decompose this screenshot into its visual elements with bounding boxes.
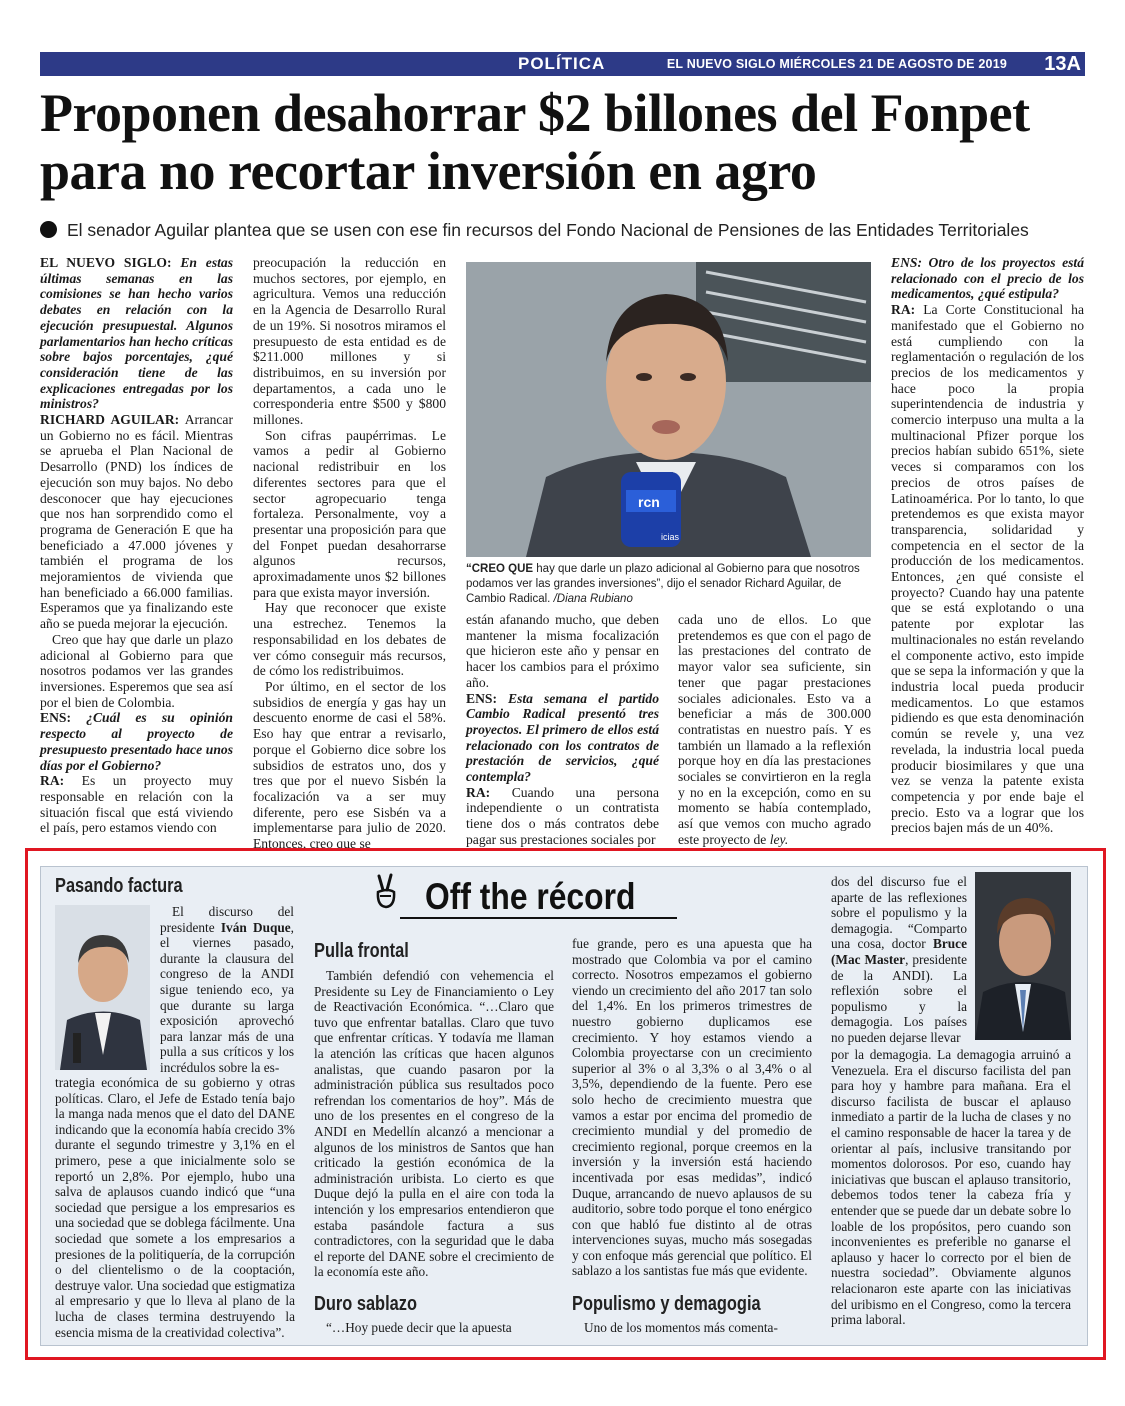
victory-hand-icon xyxy=(370,872,402,910)
pasando-factura-text-bottom: trategia económica de su gobierno y otras políticas. Claro, el Jefe de Estado tenía bajo la manga nada menos que el dato del DANE indicando que la economía había crecido 3% durante el segundo trimestre y 3,1% en el primero, pese a que inicialmente solo se reportó un 2,8%. Por ejemplo, hubo una salva de aplausos cuando indicó que “una sociedad que persigue a los empresarios es una sociedad que se doblega fácilmente. Una sociedad que somete a los empresarios a presiones de la politiquería, de la corrupción o del clientelismo o de la cooptación, destruye valor. Una sociedad que estigmatiza al empresario y que lo lleva al plano de la lucha de clases termina destruyendo la esencia misma de la creatividad colectiva”. xyxy=(55,1075,295,1340)
pulla-frontal-text: También defendió con vehemencia el Presidente su Ley de Financiamiento o Ley de Reactivación Económica. “…Claro que tuvo que enfrentar batallas. Claro que tuvo que enfrentar críticas. Y todavía me llaman la atención las críticas que hacen algunos analistas, que cuando pasaron por la administración pública sus resultados poco refrendan los comentarios de hoy”. Más de uno de los presentes en el congreso de la ANDI en Medellín alcanzó a mencionar a algunos de los ministros de Santos que han criticado la gestión económica de la administración uribista. Lo cierto es que Duque dejó la pulla en el aire con toda la intención y los empresarios entendieron que estaba pasándole factura a sus contradictores, con la seguridad que le daba el reporte del DANE sobre el crecimiento de la economía este año. xyxy=(314,968,554,1280)
subheadline-text: El senador Aguilar plantea que se usen con ese fin recursos del Fondo Nacional de Pensiones de las Entidades Territoriales xyxy=(67,220,1029,240)
subheadline xyxy=(40,220,1090,241)
photo-caption: “CREO QUE hay que darle un plazo adicional al Gobierno para que nosotros podamos ver las grandes inversiones”, dijo el senador Richard Aguilar, de Cambio Radical. /Diana Rubiano xyxy=(466,563,860,605)
bullet-icon xyxy=(40,221,57,238)
duque-portrait xyxy=(55,905,150,1070)
mic-text: icias xyxy=(661,532,680,542)
senator-photo xyxy=(466,262,871,557)
mac-master-portrait xyxy=(975,872,1071,1040)
section-heading-pasando-factura: Pasando factura xyxy=(55,875,183,897)
populismo-text-top: dos del discurso fue el aparte de las reflexiones sobre el populismo y la demagogia. “Comparto una cosa, doctor Bruce (Mac Master, presidente de la ANDI). La reflexión sobre el populismo y la demagogia. Los países no pueden dejarse llevar xyxy=(831,874,967,1045)
paper-name-date: EL NUEVO SIGLO MIÉRCOLES 21 DE AGOSTO DE 2019 xyxy=(666,57,1007,71)
section-heading-populismo: Populismo y demagogia xyxy=(572,1293,761,1315)
section-header-bar xyxy=(40,52,1085,76)
senator-photo-illustration xyxy=(466,262,871,557)
duro-sablazo-text-start: “…Hoy puede decir que la apuesta xyxy=(326,1320,512,1335)
section-heading-duro-sablazo: Duro sablazo xyxy=(314,1293,417,1315)
off-the-record-title: Off the récord xyxy=(425,876,636,917)
headline: Proponen desahorrar $2 billones del Fonpet para no recortar inversión en agro xyxy=(40,83,1030,201)
section-heading-pulla-frontal: Pulla frontal xyxy=(314,940,409,962)
page-number: 13A xyxy=(1044,53,1081,75)
article-column-3: están afanando mucho, que deben mantener la misma focalización que hicieron este año y pensar en hacer los cambios para el próximo año. ENS: Esta semana el partido Cambio Radical presentó tres proyectos. El primero de ellos está relacionado con los contratos de prestación de servicios, ¿qué contempla? RA: Cuando una persona independiente o un contratista tiene dos o más contratos debe pagar sus prestaciones sociales por xyxy=(466,612,659,847)
article-column-2: preocupación la reducción en muchos sectores, por ejemplo, en agricultura. Vemos una reducción en la Agencia de Desarrollo Rural de un 19%. Si nosotros miramos el presupuesto de esta entidad es de $211.000 millones y si distribuimos, en su inversión por departamentos, a cada uno le corresponderia entre $500 y $800 millones. Son cifras paupérrimas. Le vamos a pedir al Gobierno nacional redistribuir en los diferentes sectores para que el sector agropecuario tenga fortaleza. Personalmente, voy a presentar una proposición para que del Fonpet puedan desahorrarse algunos recursos, aproximadamente unos $2 billones para que exista mayor inversión. Hay que reconocer que existe una estrechez. Tenemos la responsabilidad en los debates de ver cómo conseguir más recursos, de cómo los redistribuimos. Por último, en el sector de los subsidios de energía y gas hay un descuento enorme de casi el 58%. Eso hay que entrar a revisarlo, porque el Gobierno dice sobre los subsidios de estratos uno, dos y tres que por el nuevo Sisbén la focalización va a ser muy diferente, pero ese Sisbén va a implementarse para julio de 2020. Entonces, creo que se xyxy=(253,255,446,852)
article-column-5: ENS: Otro de los proyectos está relacionado con el precio de los medicamentos, ¿qué estipula? RA: La Corte Constitucional ha manifestado que el Gobierno no está cumpliendo con la reglamentación o regulación de los precios de los medicamentos y hace poco la propia superintendencia de industria y comercio interpuso una multa a la multinacional Pfizer porque los precios habían subido 651%, siete veces si comparamos con los precios de otros países de Latinoamérica. Por lo tanto, lo que pretendemos es que exista mayor transparencia, solidaridad y competencia en el sector de la producción de los medicamentos. Entonces, ¿en qué consiste el proyecto? Cuando hay una patente que se está explotando o una patente por explotar las multinacionales no están revelando el componente activo, esto impide que se sepa la información y que la industria local pueda producir medicamentos. Lo que estamos pidiendo es que esta denominación común se revele y, una vez revelada, la industria local pueda producir biosimilares y que una vez se venza la patente exista competencia y por ende baje el precio. Esto va a lograr que los precios bajen más de un 40%. xyxy=(891,255,1084,836)
title-rule xyxy=(400,917,677,919)
duro-sablazo-text-cont: fue grande, pero es una apuesta que ha mostrado que Colombia va por el camino correcto. Nosotros empezamos el gobierno viendo un crecimiento del año 2017 tan solo del 1,4%. En los primeros trimestres de nuestro gobierno duplicamos ese crecimiento. Y hoy estamos viendo a Colombia proyectarse con un crecimiento superior al 3% o al 3,3% o al 3,4% o al 3,5%, dependiendo de la fuente. Pero ese solo hecho de crecimiento muestra que vamos a estar por encima del promedio de crecimiento mundial y del promedio de crecimiento regional, porque creemos en la inversión y la inversión está haciendo incentivada por esas medidas”, indicó Duque, arrancando de nuevo aplausos de su auditorio, sobre todo porque el tono enérgico con que habló fue distinto al de otras intervenciones suyas, mucho más sosegadas y con enfoque más gerencial que político. El sablazo a los santistas fue más que evidente. xyxy=(572,936,812,1279)
mic-logo: rcn xyxy=(638,494,660,510)
populismo-text-bottom: por la demagogia. La demagogia arruinó a Venezuela. Era el discurso facilista del pan para hoy y hambre para mañana. Era el discurso facilista de buscar el aplauso inmediato a partir de la lucha de clases y no el camino responsable de hacer la tarea y de orientar al país, inclusive transitando por momentos dolorosos. Por eso, cuando hay iniciativas que buscan el aplauso transitorio, debemos todos tener la cabeza fría y entender que se puede dar un debate sobre lo loable de los propósitos, pero cuando son inconvenientes es preferible no ganarse el aplauso y hacer lo correcto por el bien de nuestra sociedad”. Obviamente algunos relacionaron este aparte con las iniciativas del uribismo en el Congreso, como la tercera prima laboral. xyxy=(831,1047,1071,1328)
section-name: POLÍTICA xyxy=(518,54,606,73)
populismo-text-start: Uno de los momentos más comenta- xyxy=(584,1320,778,1335)
article-column-1: EL NUEVO SIGLO: En estas últimas semanas en las comisiones se han hecho varios debates en relación con la ejecución presupuestal. Algunos parlamentarios han hecho críticas sobre bajos porcentajes, ¿qué consideración tiene de las explicaciones entregadas por los ministros? RICHARD AGUILAR: Arrancar un Gobierno no es fácil. Mientras se aprueba el Plan Nacional de Desarrollo (PND) los índices de ejecución son muy bajos. No debo desconocer que hay ejecuciones que nos han sorprendido como el programa de Generación E que ha beneficiado a 47.000 jóvenes y también el programa de los mejoramientos de vivienda que han beneficiado a 66.000 familias. Esperamos que ya finalizando este año se pueda mejorar la ejecución. Creo que hay que darle un plazo adicional al Gobierno para que nosotros podamos ver las grandes inversiones. Esperemos que sea así por el bien de Colombia. ENS: ¿Cuál es su opinión respecto al proyecto de presupuesto presentado hace unos días por el Gobierno? RA: Es un proyecto muy responsable en relación con la situación fiscal que está viviendo el país, pero estamos viendo con xyxy=(40,255,233,836)
article-column-4: cada uno de ellos. Lo que pretendemos es que con el pago de las prestaciones del contrato de mayor valor sea suficiente, sin tener que pagar prestaciones sociales adicionales. Esto va a beneficiar a más de 300.000 contratistas en nuestro país. Y es también un llamado a la reflexión porque hoy en día las prestaciones sociales se convirtieron en la regla y no en la excepción, como en su momento se había contemplado, así que vemos con mucho agrado este proyecto de ley. xyxy=(678,612,871,847)
pasando-factura-text-top: El discurso del presidente Iván Duque, el viernes pasado, durante la clausura del congreso de la ANDI sigue teniendo eco, ya que durante su larga exposición aprovechó para lanzar más de una pulla a sus críticos y los incrédulos sobre la es- xyxy=(160,904,294,1075)
